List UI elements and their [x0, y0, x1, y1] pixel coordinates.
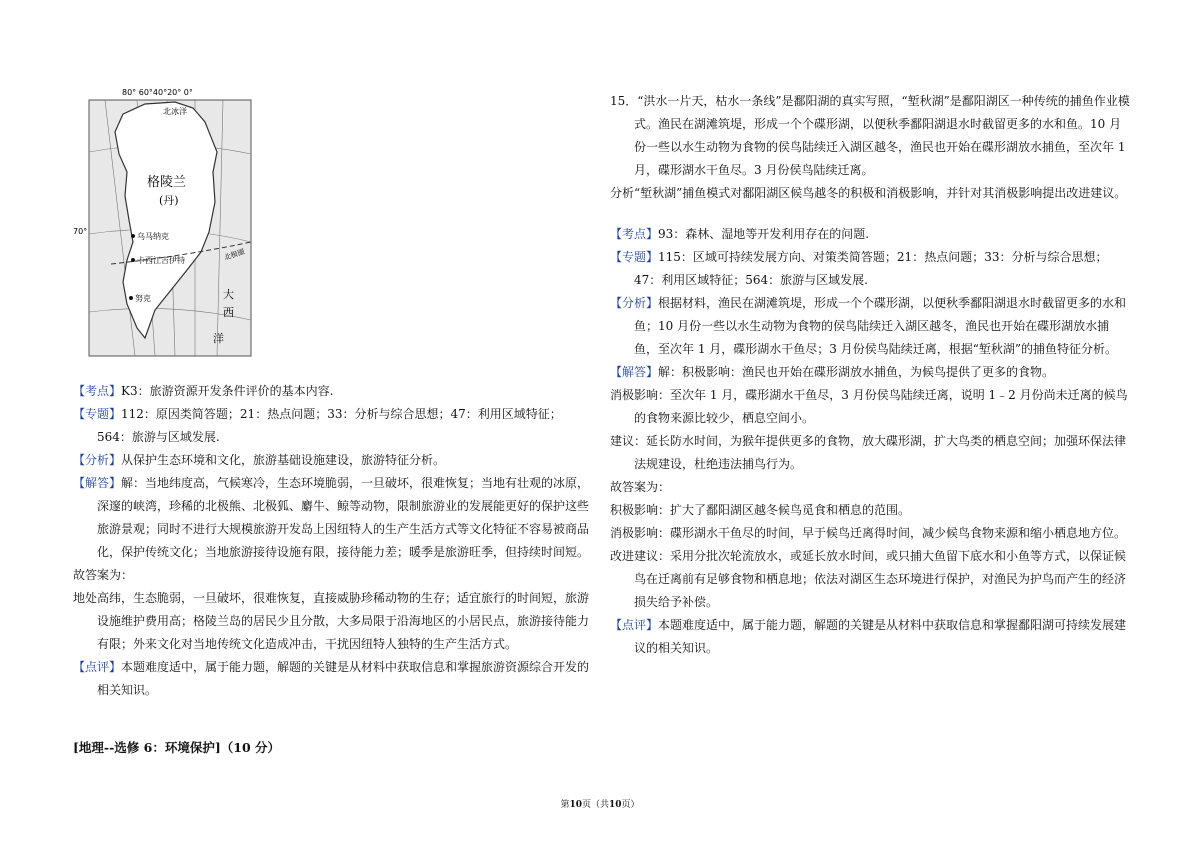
left-jieda — [73, 472, 593, 564]
right-zhuanti-text: 115：区域可持续发展方向、对策类简答题；21：热点问题；33：分析与综合思想；47：利用区域特征；564：旅游与区域发展. — [634, 250, 1108, 287]
question-15-ask: 分析“堑秋湖”捕鱼模式对鄱阳湖区候鸟越冬的积极和消极影响，并针对其消极影响提出改进建议。 — [610, 186, 1127, 200]
left-jieda-text: 解：当地纬度高，气候寒冷，生态环境脆弱，一旦破坏，很难恢复；当地有壮观的冰原，深邃的峡湾，珍稀的北极熊、北极狐、麝牛、鲸等动物，限制旅游业的发展能更好的保护这些旅游景观；同时不进行大规模旅游开发岛上因纽特人的生产生活方式等文化特征不容易被商品化，保护传统文化；当地旅游接待设施有限，接待能力差；暖季是旅游旺季，但持续时间短。 — [97, 476, 590, 559]
tag-kaodian: 【考点】 — [73, 384, 122, 398]
greenland-map — [73, 88, 255, 358]
tag-dianping: 【点评】 — [73, 660, 122, 674]
footer-page-number: 10 — [569, 800, 582, 810]
map-label-country: 格陵兰 — [147, 175, 187, 190]
map-label-city-3: 努克 — [135, 294, 151, 303]
tag-zhuanti: 【专题】 — [73, 407, 122, 421]
right-jieda — [610, 361, 1130, 384]
left-column — [73, 380, 593, 702]
right-fenxi-text: 根据材料，渔民在湖滩筑堤，形成一个个碟形湖，以便秋季鄱阳湖退水时截留更多的水和鱼；10 月份一些以水生动物为食物的侯鸟陆续迁入湖区越冬，渔民也开始在碟形湖放水捕鱼，至次年 1 月，碟形湖水干鱼尽；3 月份侯鸟陆续迁离，根据“堑秋湖”的捕鱼特征分析。 — [634, 296, 1127, 356]
map-label-ocean-1: 大 — [223, 288, 234, 301]
right-kaodian — [610, 223, 1130, 246]
left-answer-head: 故答案为： — [73, 568, 134, 582]
tag-kaodian: 【考点】 — [610, 227, 659, 241]
right-dianping — [610, 614, 1130, 660]
right-xiaoji: 消极影响：至次年 1 月，碟形湖水干鱼尽，3 月份侯鸟陆续迁离，说明 1﹣2 月份尚未迁离的候鸟的食物来源比较少，栖息空间小。 — [610, 388, 1128, 425]
left-dianping-text: 本题难度适中，属于能力题，解题的关键是从材料中获取信息和掌握旅游资源综合开发的相关知识。 — [97, 660, 590, 697]
right-jieda-text: 解：积极影响：渔民也开始在碟形湖放水捕鱼，为候鸟提供了更多的食物。 — [658, 365, 1055, 379]
tag-jieda: 【解答】 — [73, 476, 122, 490]
right-answer-1: 积极影响：扩大了鄱阳湖区越冬候鸟觅食和栖息的范围。 — [610, 503, 911, 517]
map-label-city-1: 乌马纳克 — [137, 232, 169, 241]
map-label-ocean-2: 西 — [223, 306, 234, 319]
footer-pre: 第 — [560, 800, 570, 810]
question-15: 15．“洪水一片天，枯水一条线”是鄱阳湖的真实写照，“堑秋湖”是鄱阳湖区一种传统的捕鱼作业模式。渔民在湖滩筑堤，形成一个个碟形湖，以便秋季鄱阳湖退水时截留更多的水和鱼。10 月份一些以水生动物为食物的侯鸟陆续迁入湖区越冬，渔民也开始在碟形湖放水捕鱼，至次年 1 月，碟形湖水干鱼尽。3 月份侯鸟陆续迁离。 — [610, 94, 1130, 177]
tag-fenxi: 【分析】 — [73, 453, 122, 467]
map-latitude-label: 70° — [73, 227, 88, 236]
left-zhuanti — [73, 403, 593, 449]
right-answer-3: 改进建议：采用分批次轮流放水，或延长放水时间，或只捕大鱼留下底水和小鱼等方式，以保证候鸟在迁离前有足够食物和栖息地；依法对湖区生态环境进行保护，对渔民为护鸟而产生的经济损失给予补偿。 — [610, 549, 1127, 609]
map-label-ocean-3: 洋 — [213, 332, 224, 345]
right-answer-2: 消极影响：碟形湖水干鱼尽的时间，早于候鸟迁离得时间，减少候鸟食物来源和缩小栖息地方位。 — [610, 526, 1127, 540]
left-zhuanti-text: 112：原因类简答题；21：热点问题；33：分析与综合思想；47：利用区域特征；564：旅游与区域发展. — [97, 407, 562, 444]
tag-zhuanti: 【专题】 — [610, 250, 659, 264]
left-kaodian-text: K3：旅游资源开发条件评价的基本内容. — [121, 384, 334, 398]
right-column — [610, 90, 1130, 660]
left-fenxi — [73, 449, 593, 472]
footer-total-pages: 10 — [609, 800, 622, 810]
page-footer — [0, 797, 1200, 810]
section-title: [地理--选修 6：环境保护]（10 分） — [73, 740, 281, 755]
right-fenxi — [610, 292, 1130, 361]
tag-jieda: 【解答】 — [610, 365, 659, 379]
left-fenxi-text: 从保护生态环境和文化，旅游基础设施建设，旅游特征分析。 — [121, 453, 446, 467]
footer-post: 页） — [621, 800, 640, 810]
right-jianyi: 建议：延长防水时间，为猴年提供更多的食物，放大碟形湖，扩大鸟类的栖息空间；加强环保法律法规建设，杜绝违法捕鸟行为。 — [610, 434, 1127, 471]
footer-mid: 页（共 — [581, 800, 609, 810]
map-longitude-labels: 80° 60°40°20° 0° — [122, 88, 193, 97]
left-answer: 地处高纬，生态脆弱，一旦破坏，很难恢复，直接威胁珍稀动物的生存；适宜旅行的时间短，旅游设施维护费用高；格陵兰岛的居民少且分散，大多局限于沿海地区的小居民点，旅游接待能力有限；外来文化对当地传统文化造成冲击，干扰因纽特人独特的生产生活方式。 — [73, 591, 590, 651]
right-zhuanti — [610, 246, 1130, 292]
tag-dianping: 【点评】 — [610, 618, 659, 632]
map-label-north-sea: 北冰洋 — [163, 107, 187, 116]
tag-fenxi: 【分析】 — [610, 296, 659, 310]
map-label-city-2: 卡西江吉伊特 — [137, 256, 185, 265]
right-answer-head: 故答案为： — [610, 480, 671, 494]
left-dianping — [73, 656, 593, 702]
right-dianping-text: 本题难度适中，属于能力题，解题的关键是从材料中获取信息和掌握鄱阳湖可持续发展建议的相关知识。 — [634, 618, 1127, 655]
left-kaodian — [73, 380, 593, 403]
right-kaodian-text: 93：森林、湿地等开发利用存在的问题. — [658, 227, 870, 241]
map-label-arctic-circle: 北极圈 — [223, 247, 246, 262]
map-label-country-sub: (丹) — [159, 194, 179, 207]
